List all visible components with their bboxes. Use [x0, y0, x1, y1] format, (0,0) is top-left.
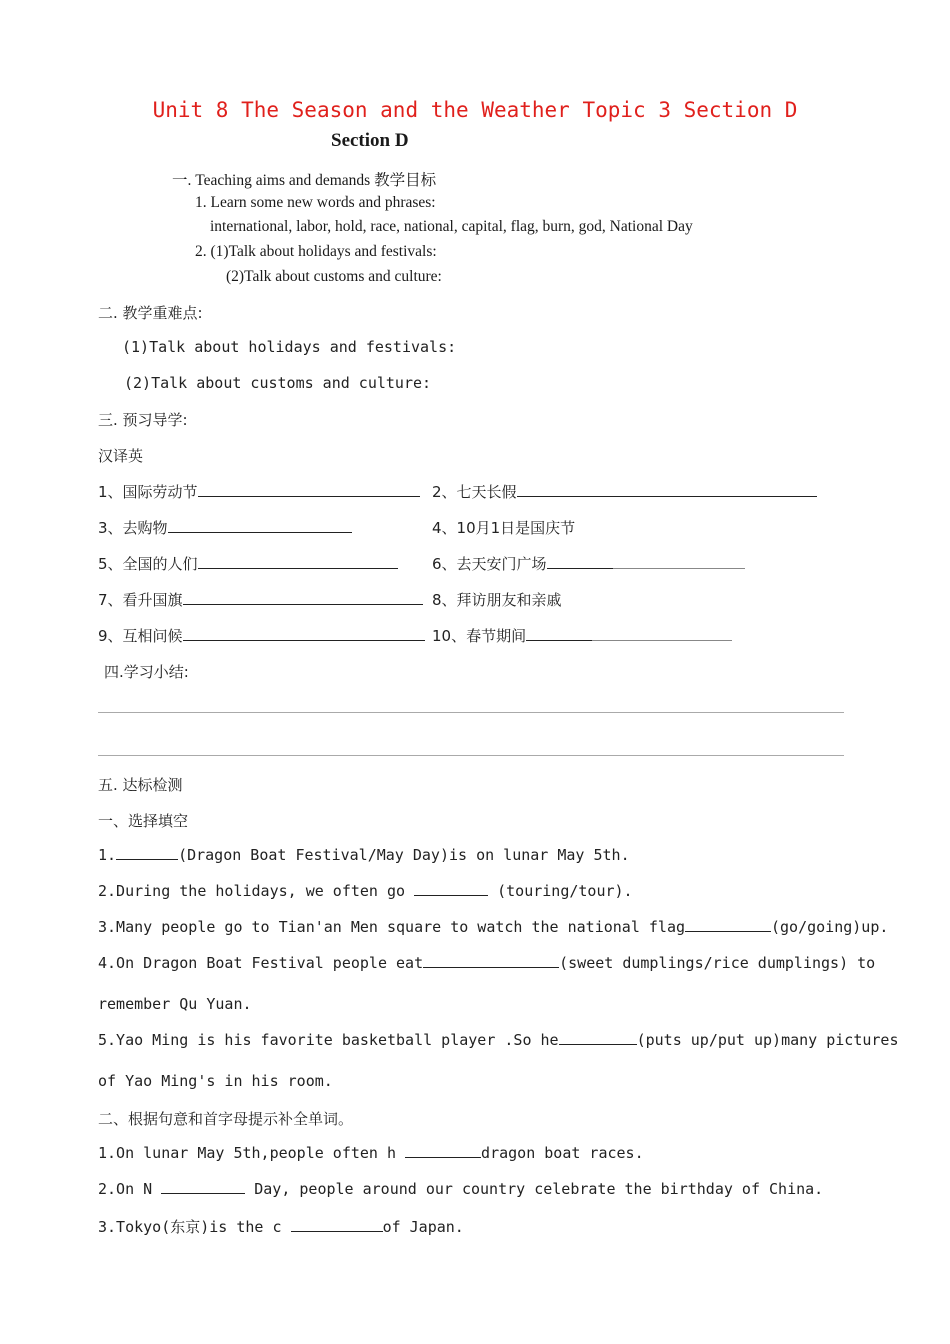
section2-heading: 二. 教学重难点:	[98, 304, 203, 322]
answer-blank[interactable]	[526, 639, 592, 641]
summary-line[interactable]	[98, 712, 844, 713]
answer-blank[interactable]	[198, 567, 398, 569]
question-4-cont: remember Qu Yuan.	[98, 995, 252, 1013]
translate-row: 5、全国的人们 6、去天安门广场	[98, 553, 858, 575]
answer-blank[interactable]	[414, 894, 488, 896]
question-4: 4.On Dragon Boat Festival people eat (sweet dumplings/rice dumplings) to	[98, 954, 876, 972]
question-3: 3.Many people go to Tian'an Men square to watch the national flag (go/going)up.	[98, 918, 889, 936]
answer-blank[interactable]	[685, 930, 771, 932]
section2-point-2: (2)Talk about customs and culture:	[124, 374, 432, 392]
answer-blank[interactable]	[559, 1043, 637, 1045]
fill-2: 2.On N Day, people around our country celebrate the birthday of China.	[98, 1180, 824, 1198]
fill-1: 1.On lunar May 5th,people often h dragon boat races.	[98, 1144, 644, 1162]
answer-blank[interactable]	[168, 531, 352, 533]
question-5-cont: of Yao Ming's in his room.	[98, 1072, 333, 1090]
section5-heading: 五. 达标检测	[98, 776, 183, 794]
summary-line[interactable]	[98, 755, 844, 756]
translate-row: 9、互相问候 10、春节期间	[98, 625, 858, 647]
question-2: 2.During the holidays, we often go (touring/tour).	[98, 882, 633, 900]
answer-blank[interactable]	[405, 1156, 481, 1158]
answer-blank[interactable]	[198, 495, 420, 497]
fill-3: 3.Tokyo(东京)is the c of Japan.	[98, 1218, 464, 1236]
answer-blank-light	[613, 567, 745, 569]
section2-point-1: (1)Talk about holidays and festivals:	[122, 338, 457, 356]
answer-blank[interactable]	[547, 567, 613, 569]
question-1: 1. (Dragon Boat Festival/May Day)is on lunar May 5th.	[98, 846, 630, 864]
part2-heading: 二、根据句意和首字母提示补全单词。	[98, 1110, 354, 1128]
aims-item-2b: (2)Talk about customs and culture:	[226, 268, 442, 285]
section4-heading: 四.学习小结:	[104, 663, 189, 681]
answer-blank-light	[592, 639, 732, 641]
answer-blank[interactable]	[183, 639, 425, 641]
answer-blank[interactable]	[116, 858, 178, 860]
question-5: 5.Yao Ming is his favorite basketball player .So he (puts up/put up)many pictures	[98, 1031, 899, 1049]
scan-heading: Section D	[331, 130, 409, 151]
answer-blank[interactable]	[291, 1230, 383, 1232]
translate-row: 3、去购物 4、10月1日是国庆节	[98, 519, 576, 537]
translate-row: 1、国际劳动节 2、七天长假	[98, 481, 858, 503]
answer-blank[interactable]	[423, 966, 559, 968]
section3-heading: 三. 预习导学:	[98, 411, 188, 429]
page-title: Unit 8 The Season and the Weather Topic 3 Section D	[152, 98, 798, 122]
aims-item-2: 2. (1)Talk about holidays and festivals:	[195, 243, 437, 260]
aims-label: 一. Teaching aims and demands 教学目标	[172, 172, 437, 189]
aims-words: international, labor, hold, race, national, capital, flag, burn, god, National Day	[210, 218, 693, 235]
translate-row: 7、看升国旗 8、拜访朋友和亲戚	[98, 591, 562, 609]
answer-blank[interactable]	[183, 603, 423, 605]
answer-blank[interactable]	[517, 495, 817, 497]
part1-heading: 一、选择填空	[98, 812, 189, 830]
section3-sub: 汉译英	[98, 447, 144, 465]
aims-item-1: 1. Learn some new words and phrases:	[195, 194, 436, 211]
answer-blank[interactable]	[161, 1192, 245, 1194]
